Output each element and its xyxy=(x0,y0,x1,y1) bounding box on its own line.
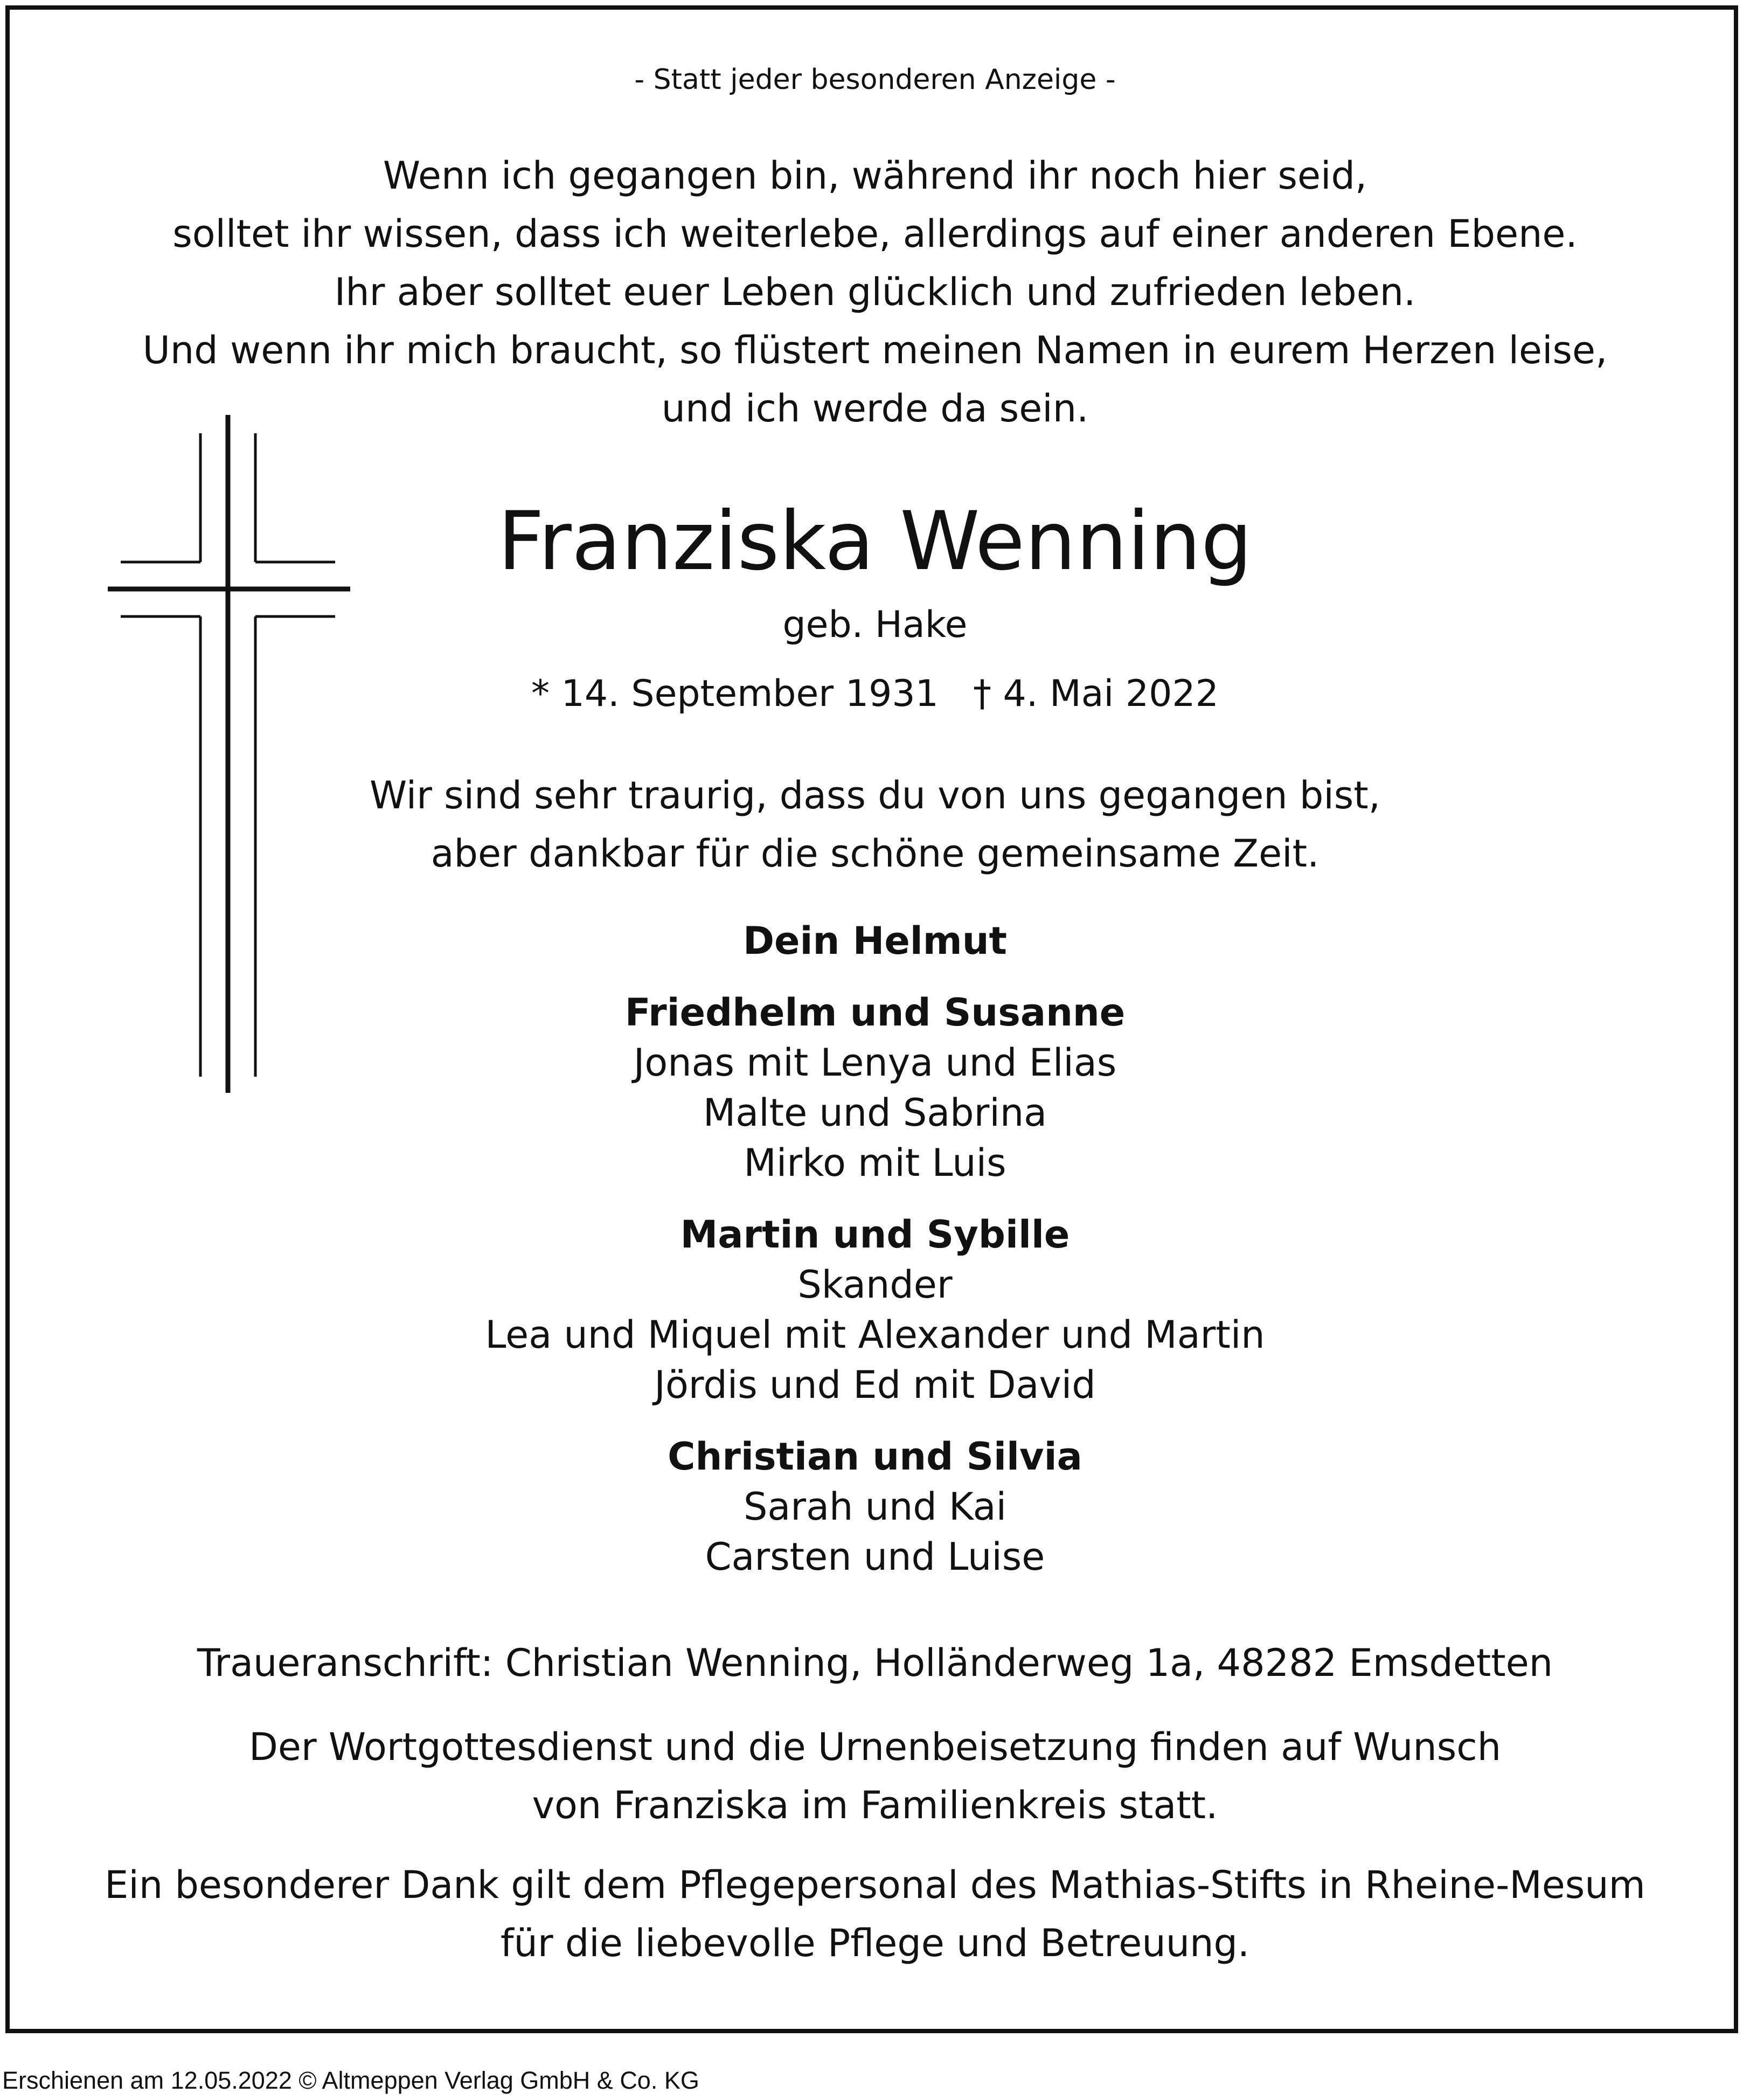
death-date: † 4. Mai 2022 xyxy=(973,673,1219,715)
mourning-address: Traueranschrift: Christian Wenning, Holländerweg 1a, 48282 Emsdetten xyxy=(197,1641,1553,1685)
message-line: aber dankbar für die schöne gemeinsame Zeit. xyxy=(430,831,1320,876)
family-group-head: Martin und Sybille xyxy=(680,1212,1070,1257)
family-member: Carsten und Luise xyxy=(705,1535,1045,1579)
poem xyxy=(5,147,1745,438)
publication-credit: Erschienen am 12.05.2022 © Altmeppen Verlag GmbH & Co. KG xyxy=(2,2067,699,2094)
notice-header: - Statt jeder besonderen Anzeige - xyxy=(634,64,1116,96)
thanks-note xyxy=(5,1856,1745,1972)
family-member: Malte und Sabrina xyxy=(703,1091,1047,1135)
family-group-head: Friedhelm und Susanne xyxy=(624,990,1126,1035)
poem-line: Ihr aber solltet euer Leben glücklich und zufrieden leben. xyxy=(334,270,1416,314)
poem-line: Und wenn ihr mich braucht, so flüstert meinen Namen in eurem Herzen leise, xyxy=(142,328,1608,372)
thanks-line: Ein besonderer Dank gilt dem Pflegepersonal des Mathias-Stifts in Rheine-Mesum xyxy=(105,1863,1645,1907)
birth-date: * 14. September 1931 xyxy=(531,673,939,715)
service-info xyxy=(5,1718,1745,1834)
poem-line: Wenn ich gegangen bin, während ihr noch hier seid, xyxy=(383,154,1367,198)
family-group xyxy=(5,1432,1745,1582)
family-member: Jördis und Ed mit David xyxy=(654,1363,1096,1407)
message-line: Wir sind sehr traurig, dass du von uns gegangen bist, xyxy=(370,773,1380,817)
family-group-head: Dein Helmut xyxy=(742,919,1008,963)
family-group xyxy=(5,1210,1745,1410)
family-member: Mirko mit Luis xyxy=(744,1141,1006,1185)
family-group xyxy=(5,916,1745,966)
life-dates xyxy=(5,673,1745,715)
family-list xyxy=(5,916,1745,1604)
family-member: Sarah und Kai xyxy=(743,1485,1007,1529)
mourning-message xyxy=(5,766,1745,883)
family-group xyxy=(5,988,1745,1188)
thanks-line: für die liebevolle Pflege und Betreuung. xyxy=(500,1921,1250,1965)
birth-name: geb. Hake xyxy=(782,604,968,646)
service-line: Der Wortgottesdienst und die Urnenbeisetzung finden auf Wunsch xyxy=(248,1725,1502,1769)
deceased-name: Franziska Wenning xyxy=(497,495,1253,588)
poem-line: und ich werde da sein. xyxy=(661,386,1089,431)
family-member: Jonas mit Lenya und Elias xyxy=(633,1041,1117,1085)
family-member: Lea und Miquel mit Alexander und Martin xyxy=(485,1313,1265,1357)
family-group-head: Christian und Silvia xyxy=(668,1434,1082,1479)
poem-line: solltet ihr wissen, dass ich weiterlebe, allerdings auf einer anderen Ebene. xyxy=(172,212,1578,256)
service-line: von Franziska im Familienkreis statt. xyxy=(532,1783,1218,1827)
family-member: Skander xyxy=(797,1263,953,1307)
